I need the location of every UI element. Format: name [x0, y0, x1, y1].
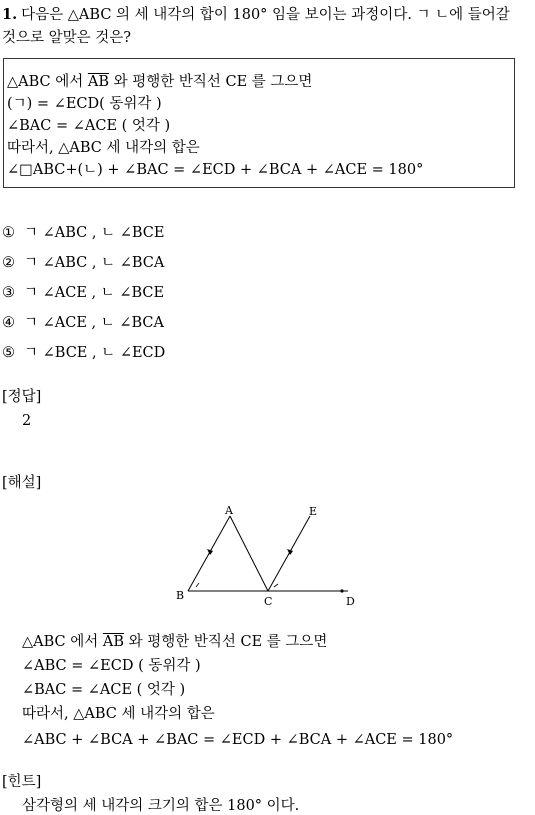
- segment-ac: [230, 516, 268, 591]
- proof-line-1: [7, 73, 312, 91]
- label-b: B: [176, 589, 185, 602]
- choice-2[interactable]: [2, 254, 164, 272]
- proof-line-4: 따라서, △ABC 세 내각의 합은: [7, 140, 200, 156]
- proof-line-2: (ㄱ) = ∠ECD( 동위각 ): [7, 96, 162, 112]
- point-d: [340, 589, 343, 592]
- question-text: 다음은 △ABC 의 세 내각의 합이 180° 임을 보이는 과정이다. ㄱ ㄴ에 들어갈: [21, 7, 510, 23]
- question-line-1: [2, 6, 532, 24]
- triangle-diagram: [170, 503, 370, 611]
- choice-mark: ④: [2, 315, 15, 331]
- question-number: 1.: [2, 6, 18, 23]
- choice-text: ㄱ ∠BCE , ㄴ ∠ECD: [24, 345, 166, 361]
- explanation-line-2: ∠ABC = ∠ECD ( 동위각 ): [22, 658, 201, 674]
- segment-ab: $\overline{AB}$: [87, 74, 110, 90]
- label-c: C: [264, 595, 273, 608]
- choice-text: ㄱ ∠ACE , ㄴ ∠BCA: [24, 315, 164, 331]
- explanation-line-4: 따라서, △ABC 세 내각의 합은: [22, 706, 215, 722]
- choice-1[interactable]: [2, 224, 164, 242]
- explanation-line-1: [22, 633, 327, 651]
- question-line-2: 것으로 알맞은 것은?: [2, 30, 132, 47]
- segment-ab-text: $\overline{AB}$: [102, 634, 125, 650]
- ray-ce: [268, 516, 310, 591]
- question: [2, 6, 532, 47]
- proof-line-5: ∠□ABC+(ㄴ) + ∠BAC = ∠ECD + ∠BCA + ∠ACE = 180°: [7, 162, 424, 178]
- parallel-arrow-ce: [287, 549, 293, 555]
- proof-line-1-post: 와 평행한 반직선 CE 를 그으면: [109, 74, 313, 90]
- explanation-line-1-post: 와 평행한 반직선 CE 를 그으면: [124, 634, 328, 650]
- answer-value: 2: [22, 413, 32, 429]
- choice-text: ㄱ ∠ACE , ㄴ ∠BCE: [24, 285, 165, 301]
- choice-mark: ①: [2, 225, 15, 241]
- proof-line-3: ∠BAC = ∠ACE ( 엇각 ): [7, 118, 171, 134]
- hint-text: 삼각형의 세 내각의 크기의 합은 180° 이다.: [22, 798, 300, 814]
- explanation-line-5: ∠ABC + ∠BCA + ∠BAC = ∠ECD + ∠BCA + ∠ACE = 180°: [22, 732, 454, 748]
- label-a: A: [225, 504, 233, 517]
- choice-3[interactable]: [2, 284, 164, 302]
- explanation-label: [해설]: [2, 475, 42, 491]
- hint-label: [힌트]: [2, 774, 42, 790]
- parallel-arrow-ab: [207, 549, 213, 555]
- choice-text: ㄱ ∠ABC , ㄴ ∠BCA: [24, 255, 165, 271]
- proof-box: [3, 58, 515, 188]
- choice-mark: ②: [2, 255, 15, 271]
- explanation-line-1-pre: △ABC 에서: [22, 634, 103, 650]
- choice-mark: ③: [2, 285, 15, 301]
- label-e: E: [309, 505, 318, 518]
- angle-mark-c: [274, 584, 278, 587]
- angle-mark-b: [196, 583, 199, 587]
- segment-ab: [188, 516, 230, 591]
- label-d: D: [346, 595, 355, 608]
- choice-4[interactable]: [2, 314, 164, 332]
- choice-text: ㄱ ∠ABC , ㄴ ∠BCE: [24, 225, 165, 241]
- choice-5[interactable]: [2, 344, 165, 362]
- answer-label: [정답]: [2, 389, 42, 405]
- proof-line-1-pre: △ABC 에서: [7, 74, 88, 90]
- explanation-line-3: ∠BAC = ∠ACE ( 엇각 ): [22, 682, 186, 698]
- choice-mark: ⑤: [2, 345, 15, 361]
